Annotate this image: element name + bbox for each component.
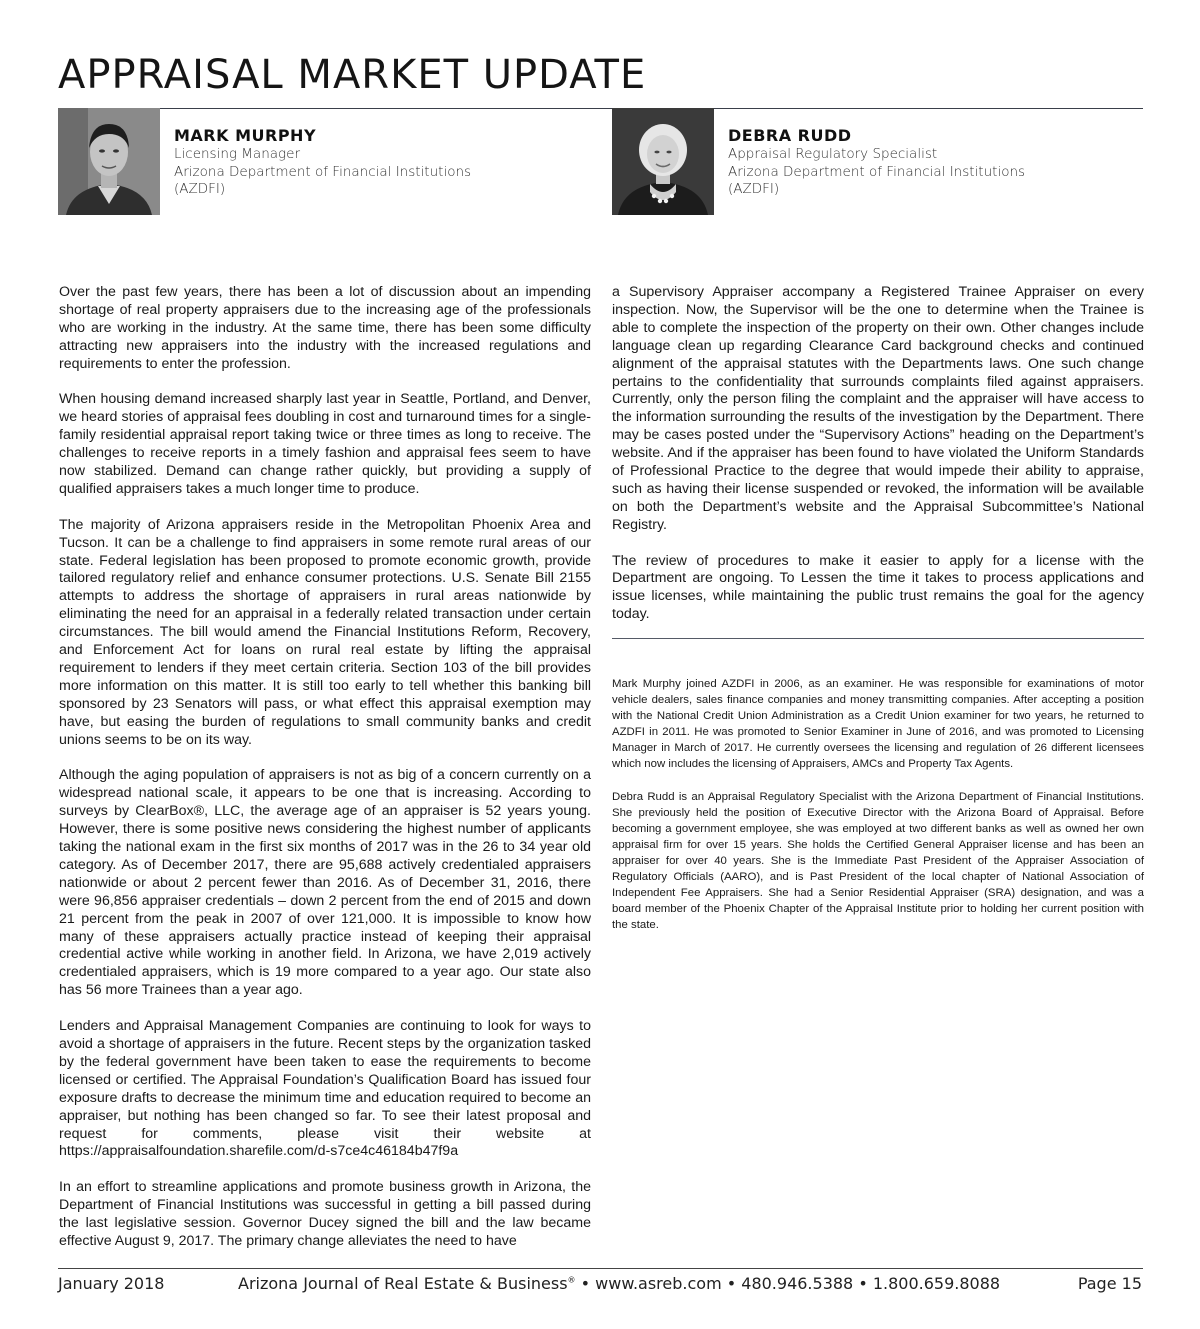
article-paragraph: The review of procedures to make it easier to apply for a license with the Department are ongoing. To Lessen the time it takes to process applications and issue licenses, while maintaining the public trust remains the goal for the agency today. [612, 552, 1144, 623]
author-organization-abbr: (AZDFI) [728, 181, 780, 197]
author-organization: Arizona Department of Financial Institutions [728, 163, 1026, 180]
footer-publication-info [238, 1274, 1000, 1293]
author-role: Licensing Manager [174, 146, 300, 162]
publication-contact: • www.asreb.com • 480.946.5388 • 1.800.659.8088 [575, 1274, 1001, 1293]
page-number: Page 15 [1077, 1274, 1142, 1293]
article-paragraph: Lenders and Appraisal Management Companies are continuing to look for ways to avoid a shortage of appraisers in the future. Recent steps by the organization tasked by the federal government have been taken to ease the requirements to become licensed or certified. The Appraisal Foundation’s Qualification Board has issued four exposure drafts to decrease the minimum time and education required to become an appraiser, but nothing has been changed so far. To see their latest proposal and request for comments, please visit their website at https://appraisalfoundation.sharefile.com/d-s7ce4c46184b47f9a [59, 1018, 591, 1160]
bio-divider [612, 638, 1144, 639]
author-organization-abbr: (AZDFI) [174, 181, 226, 197]
article-right-column [612, 284, 1144, 642]
bio-debra-rudd: Debra Rudd is an Appraisal Regulatory Specialist with the Arizona Department of Financial Institutions. She previously held the position of Executive Director with the Arizona Board of Appraisal. Before becoming a government employee, she was employed at two different banks as well as owned her own appraisal firm for over 15 years. She holds the Certified General Appraiser license and has been an appraiser for over 40 years. She is the Immediate Past President of the Appraiser Association of Regulatory Officials (AARO), and is Past President of the local chapter of National Association of Independent Fee Appraisers. She had a Senior Residential Appraiser (SRA) designation, and was a board member of the Phoenix Chapter of the Appraisal Institute prior to holding her current position with the state. [612, 790, 1144, 932]
author-info [728, 126, 1025, 199]
author-info [174, 126, 471, 199]
article-left-column [59, 284, 591, 1269]
article-paragraph: In an effort to streamline applications and promote business growth in Arizona, the Department of Financial Institutions was successful in getting a bill passed during the last legislative session. Governor Ducey signed the bill and the law became effective August 9, 2017. The primary change alleviates the need to have [59, 1179, 591, 1249]
article-paragraph: The majority of Arizona appraisers reside in the Metropolitan Phoenix Area and Tucson. It can be a challenge to find appraisers in some remote rural areas of our state. Federal legislation has been proposed to promote economic growth, provide tailored regulatory relief and enhance consumer protections. U.S. Senate Bill 2155 attempts to address the shortage of appraisers in rural areas nationwide by eliminating the need for an appraisal in a federally related transaction under certain circumstances. The bill would amend the Financial Institutions Reform, Recovery, and Enforcement Act for loans on rural real estate by lifting the appraisal requirement to lenders if they meet certain criteria. Section 103 of the bill provides more information on this matter. It is still too early to tell whether this banking bill sponsored by 23 Senators will pass, or what effect this appraisal exemption may have, but easing the burden of regulations to small community banks and credit unions seems to be on its way. [59, 516, 591, 748]
footer-divider [58, 1268, 1143, 1269]
author-photo-debra-rudd [612, 108, 714, 215]
page-title: APPRAISAL MARKET UPDATE [58, 52, 647, 98]
registered-mark: ® [567, 1275, 576, 1285]
footer-date: January 2018 [58, 1274, 165, 1293]
bio-mark-murphy: Mark Murphy joined AZDFI in 2006, as an examiner. He was responsible for examinations of motor vehicle dealers, sales finance companies and money transmitting companies. After accepting a position with the National Credit Union Administration as a Credit Union examiner for two years, he returned to AZDFI in 2011. He was promoted to Senior Examiner in June of 2016, and was promoted to Licensing Manager in March of 2017. He currently oversees the licensing and regulation of 26 different licensees which now includes the licensing of Appraisers, AMCs and Property Tax Agents. [612, 678, 1144, 771]
author-role: Appraisal Regulatory Specialist [728, 146, 938, 162]
article-paragraph: a Supervisory Appraiser accompany a Registered Trainee Appraiser on every inspection. Now, the Supervisor will be the one to determine when the Trainee is able to complete the inspection of the property on their own. Other changes include language clean up regarding Clearance Card background checks and continued alignment of the appraisal statutes with the Departments laws. One such change pertains to the confidentiality that surrounds complaints filed against appraisers. Currently, only the person filing the complaint and the appraiser will have access to the information surrounding the results of the investigation by the Department. There may be cases posted under the “Supervisory Actions” heading on the Department’s website. And if the appraiser has been found to have violated the Uniform Standards of Professional Practice to the degree that would impede their ability to appraise, such as having their license suspended or revoked, the information will be available on both the Department’s website and the Appraisal Subcommittee’s National Registry. [612, 284, 1144, 533]
author-mark-murphy [58, 108, 578, 216]
article-paragraph: Over the past few years, there has been a lot of discussion about an impending shortage of real property appraisers due to the increasing age of the professionals who are working in the industry. At the same time, there has been some difficulty attracting new appraisers into the industry with the increased regulations and requirements to enter the profession. [59, 284, 591, 372]
publication-name: Arizona Journal of Real Estate & Business [238, 1274, 568, 1293]
author-bios [612, 676, 1144, 949]
author-name: MARK MURPHY [174, 126, 317, 145]
author-photo-mark-murphy [58, 108, 160, 215]
article-paragraph: When housing demand increased sharply last year in Seattle, Portland, and Denver, we heard stories of appraisal fees doubling in cost and turnaround times for a single-family residential appraisal report taking twice or three times as long to receive. The challenges to receive reports in a timely fashion and appraisal fees seem to have now stabilized. Demand can change rather quickly, but providing a supply of qualified appraisers takes a much longer time to produce. [59, 391, 591, 497]
author-debra-rudd [612, 108, 1142, 216]
article-paragraph: Although the aging population of appraisers is not as big of a concern currently on a widespread national scale, it appears to be one that is increasing. According to surveys by ClearBox®, LLC, the average age of an appraiser is 52 years young. However, there is some positive news considering the highest number of applicants taking the national exam in the first six months of 2017 was in the 26 to 34 year old category. As of December 2017, there are 95,688 actively credentialed appraisers nationwide or about 2 percent fewer than 2016. As of December 31, 2016, there were 96,856 appraiser credentials – down 2 percent from the end of 2015 and down 21 percent from the peak in 2007 of over 121,000. It is impossible to know how many of these appraisers actually practice instead of keeping their appraisal credential active while working in another field. In Arizona, we have 2,019 actively credentialed appraisers, which is 19 more compared to a year ago. Our state also has 56 more Trainees than a year ago. [59, 767, 591, 999]
author-organization: Arizona Department of Financial Institutions [174, 163, 472, 180]
author-name: DEBRA RUDD [728, 126, 852, 145]
